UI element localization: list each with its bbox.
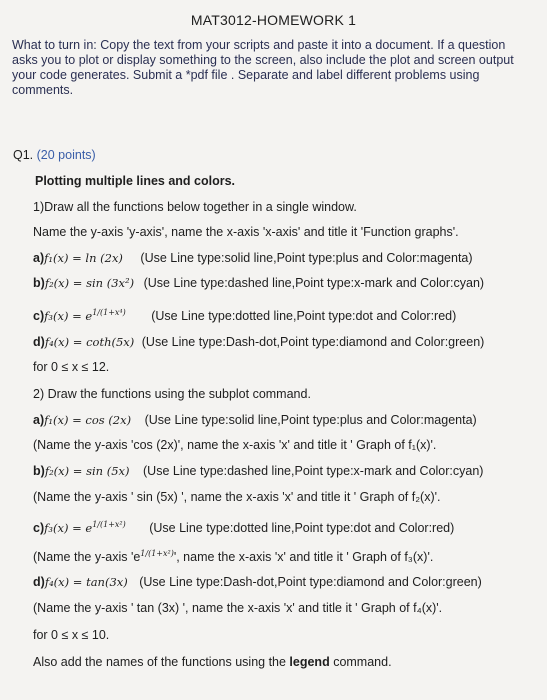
part2-item-b-names: (Name the y-axis ' sin (5x) ', name the x-axis 'x' and title it ' Graph of f₂(x)'. [33,490,441,504]
part1-title: 1)Draw all the functions below together in a single window. [33,200,357,214]
part1-item-a: a)f₁(x) = ln (2x) (Use Line type:solid line,Point type:plus and Color:magenta) [33,251,473,265]
question-header [13,148,96,162]
part1-range: for 0 ≤ x ≤ 12. [33,360,110,374]
part2-item-c: $c)f_3(x) = e^{1/(1+x^2)}$ (Use Line type:dotted line,Point type:dot and Color:red) [33,520,455,536]
part1-item-d: d)f₄(x) = coth(5x) (Use Line type:Dash-dot,Point type:diamond and Color:green) [33,335,485,349]
part2-item-a: a)f₁(x) = cos (2x) (Use Line type:solid line,Point type:plus and Color:magenta) [33,413,477,427]
instructions-paragraph [12,38,532,98]
part2-item-a-names: (Name the y-axis 'cos (2x)', name the x-axis 'x' and title it ' Graph of f₁(x)'. [33,438,437,452]
line-style-spec: (Use Line type:solid line,Point type:plus and Color:magenta) [140,251,473,265]
exponent: 1/(1+x²) [140,549,174,558]
part2-item-b: b)f₂(x) = sin (5x) (Use Line type:dashed line,Point type:x-mark and Color:cyan) [33,464,484,478]
question-label: Q1. [13,148,34,162]
exponent: 1/(1+x²) [92,520,126,529]
part2-item-d-names: (Name the y-axis ' tan (3x) ', name the x-axis 'x' and title it ' Graph of f₄(x)'. [33,601,443,615]
function-formula: f₃(x) = e [44,521,93,536]
function-formula: f₂(x) = sin (3x²) [44,276,135,290]
line-style-spec: (Use Line type:Dash-dot,Point type:diamond and Color:green) [139,575,482,589]
function-formula: f₃(x) = e [44,309,93,324]
part2-range: for 0 ≤ x ≤ 10. [33,628,110,642]
page-title: MAT3012-HOMEWORK 1 [190,12,357,28]
part1-item-c: $c)f_3(x) = e^{1/(1+x^4)}$ (Use Line type:dotted line,Point type:dot and Color:red) [33,308,457,324]
line-style-spec: (Use Line type:dashed line,Point type:x-mark and Color:cyan) [143,464,484,478]
section-heading: Plotting multiple lines and colors. [35,174,236,188]
function-formula: f₄(x) = coth(5x) [44,335,135,349]
function-formula: f₂(x) = sin (5x) [44,464,130,478]
part1-item-b: b)f₂(x) = sin (3x²) (Use Line type:dashed line,Point type:x-mark and Color:cyan) [33,276,485,290]
line-style-spec: (Use Line type:solid line,Point type:plus and Color:magenta) [144,413,477,427]
instructions-text: What to turn in: Copy the text from your scripts and paste it into a document. If a question asks you to plot or display something to the screen, also include the plot and screen output your code generates. Submit a *pdf file . Separate and label different problems using comments. [12,38,514,97]
line-style-spec: (Use Line type:dashed line,Point type:x-mark and Color:cyan) [143,276,485,290]
part2-title: 2) Draw the functions using the subplot command. [33,387,311,401]
part1-axis-names: Name the y-axis 'y-axis', name the x-axis 'x-axis' and title it 'Function graphs'. [33,225,459,239]
function-formula: f₁(x) = ln (2x) [44,251,123,265]
line-style-spec: (Use Line type:dotted line,Point type:dot and Color:red) [149,521,455,536]
line-style-spec: (Use Line type:dotted line,Point type:dot and Color:red) [151,309,457,324]
part2-item-c-names: (Name the y-axis '$e^{1/(1+x^2)}$', name the x-axis 'x' and title it ' Graph of f₃(x)'. [33,549,434,565]
part2-item-d: d)f₄(x) = tan(3x) (Use Line type:Dash-dot,Point type:diamond and Color:green) [33,575,482,589]
line-style-spec: (Use Line type:Dash-dot,Point type:diamond and Color:green) [141,335,485,349]
function-formula: f₄(x) = tan(3x) [44,575,128,589]
exponent: 1/(1+x⁴) [92,308,126,317]
question-points: (20 points) [36,148,96,162]
legend-instruction: Also add the names of the functions using the legend command. [33,655,392,669]
function-formula: f₁(x) = cos (2x) [44,413,132,427]
legend-keyword: legend [289,655,330,669]
